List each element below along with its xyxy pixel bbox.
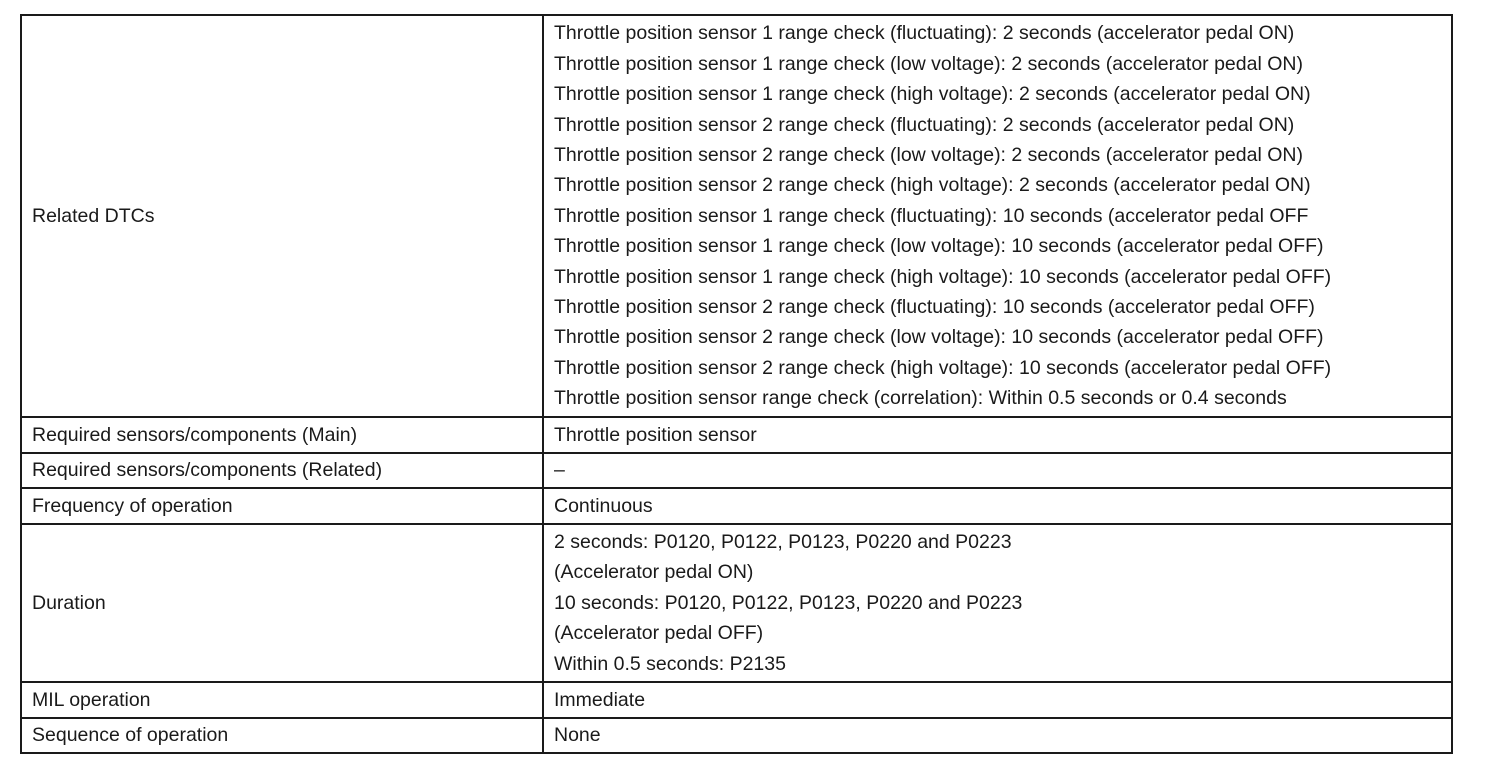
monitor-conditions-table bbox=[20, 14, 1453, 754]
dtc-line: Throttle position sensor 2 range check (low voltage): 2 seconds (accelerator pedal ON) bbox=[554, 143, 1303, 166]
row-label-related-dtcs: Related DTCs bbox=[21, 15, 543, 417]
table-row-mil-operation bbox=[21, 682, 1452, 718]
dtc-line: Throttle position sensor range check (correlation): Within 0.5 seconds or 0.4 seconds bbox=[554, 387, 1287, 410]
duration-line: (Accelerator pedal ON) bbox=[554, 561, 754, 584]
row-value-required-main: Throttle position sensor bbox=[543, 417, 1452, 453]
dtc-line: Throttle position sensor 1 range check (high voltage): 2 seconds (accelerator pedal ON) bbox=[554, 83, 1311, 106]
dtc-line: Throttle position sensor 2 range check (high voltage): 10 seconds (accelerator pedal OFF) bbox=[554, 356, 1332, 379]
dtc-line: Throttle position sensor 2 range check (fluctuating): 10 seconds (accelerator pedal OFF) bbox=[554, 296, 1315, 319]
table-row-duration bbox=[21, 524, 1452, 682]
duration-line: 10 seconds: P0120, P0122, P0123, P0220 and P0223 bbox=[554, 591, 1023, 614]
row-value-frequency: Continuous bbox=[543, 488, 1452, 524]
row-value-duration bbox=[543, 524, 1452, 682]
duration-line: Within 0.5 seconds: P2135 bbox=[554, 652, 786, 675]
dtc-line: Throttle position sensor 1 range check (low voltage): 10 seconds (accelerator pedal OFF) bbox=[554, 235, 1324, 258]
table-row-frequency bbox=[21, 488, 1452, 524]
dtc-line: Throttle position sensor 2 range check (low voltage): 10 seconds (accelerator pedal OFF) bbox=[554, 326, 1324, 349]
row-label-sequence: Sequence of operation bbox=[21, 718, 543, 753]
row-value-sequence: None bbox=[543, 718, 1452, 753]
table-row-sequence bbox=[21, 718, 1452, 753]
row-value-related-dtcs bbox=[543, 15, 1452, 417]
duration-line: (Accelerator pedal OFF) bbox=[554, 622, 764, 645]
row-label-duration: Duration bbox=[21, 524, 543, 682]
row-label-mil-operation: MIL operation bbox=[21, 682, 543, 718]
duration-line: 2 seconds: P0120, P0122, P0123, P0220 and P0223 bbox=[554, 530, 1012, 553]
row-value-required-related: – bbox=[543, 453, 1452, 488]
dtc-line: Throttle position sensor 2 range check (high voltage): 2 seconds (accelerator pedal ON) bbox=[554, 174, 1311, 197]
row-label-frequency: Frequency of operation bbox=[21, 488, 543, 524]
dtc-line: Throttle position sensor 1 range check (high voltage): 10 seconds (accelerator pedal OFF) bbox=[554, 265, 1332, 288]
dtc-line: Throttle position sensor 1 range check (low voltage): 2 seconds (accelerator pedal ON) bbox=[554, 52, 1303, 75]
table-row-related-dtcs bbox=[21, 15, 1452, 417]
row-value-mil-operation: Immediate bbox=[543, 682, 1452, 718]
table-row-required-main bbox=[21, 417, 1452, 453]
row-label-required-related: Required sensors/components (Related) bbox=[21, 453, 543, 488]
dtc-line: Throttle position sensor 1 range check (fluctuating): 10 seconds (accelerator pedal OFF bbox=[554, 204, 1309, 227]
table-row-required-related bbox=[21, 453, 1452, 488]
dtc-line: Throttle position sensor 2 range check (fluctuating): 2 seconds (accelerator pedal ON) bbox=[554, 113, 1295, 136]
row-label-required-main: Required sensors/components (Main) bbox=[21, 417, 543, 453]
dtc-line: Throttle position sensor 1 range check (fluctuating): 2 seconds (accelerator pedal ON) bbox=[554, 22, 1295, 45]
